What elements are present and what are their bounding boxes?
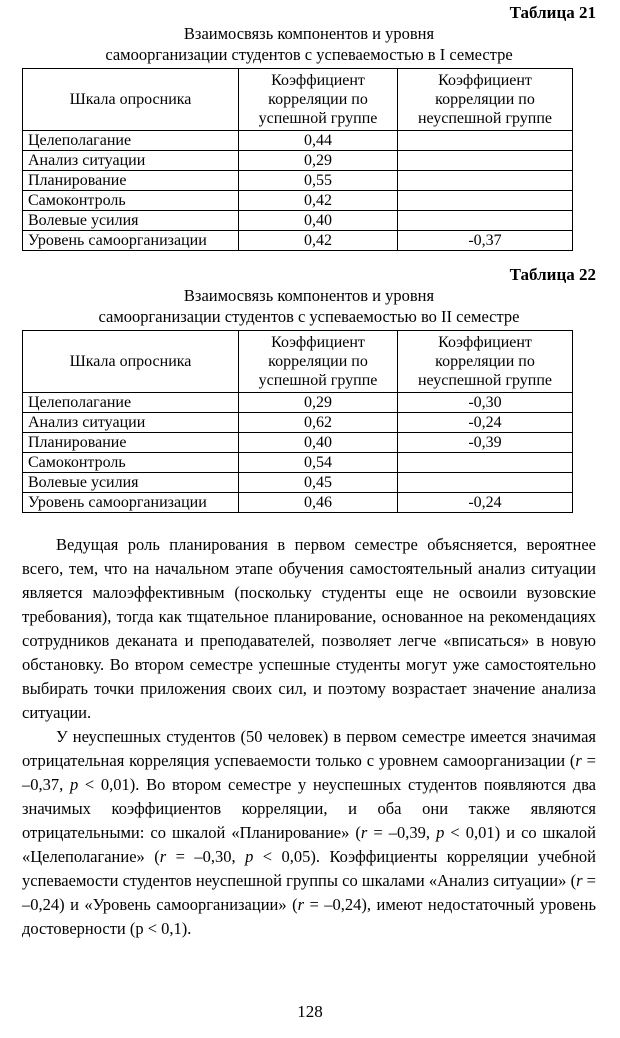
fail-value-cell: -0,24 xyxy=(398,413,573,433)
paragraph-1: Ведущая роль планирования в первом семестре объясняется, вероятнее всего, тем, что на начальном этапе обучения самостоятельный анализ ситуации является малоэффективным (поскольку студенты еще не освоили вузовские требования), тогда как тщательное планирование, основанное на рекомендациях сотрудников деканата и преподавателей, позволяет легче «вписаться» в новую обстановку. Во втором семестре успешные студенты могут уже самостоятельно выбирать точки приложения своих сил, и поэтому возрастает значение анализа ситуации. xyxy=(22,535,596,722)
header-scale: Шкала опросника xyxy=(23,331,239,393)
table-header-row xyxy=(23,69,573,131)
table-row xyxy=(23,151,573,171)
text-segment: = –0,37, xyxy=(22,751,596,794)
table22-caption-line1: Взаимосвязь компонентов и уровня xyxy=(183,286,435,305)
table-row xyxy=(23,211,573,231)
scale-cell: Уровень самоорганизации xyxy=(23,231,239,251)
scale-cell: Анализ ситуации xyxy=(23,413,239,433)
success-value-cell: 0,54 xyxy=(239,453,398,473)
correlation-table-semester2 xyxy=(22,330,573,513)
success-value-cell: 0,40 xyxy=(239,211,398,231)
scale-cell: Целеполагание xyxy=(23,131,239,151)
table-row xyxy=(23,453,573,473)
success-value-cell: 0,42 xyxy=(239,191,398,211)
success-value-cell: 0,45 xyxy=(239,473,398,493)
table22-label: Таблица 22 xyxy=(509,265,596,284)
italic-symbol: r xyxy=(576,871,583,890)
text-segment: = –0,30, xyxy=(166,847,246,866)
header-success-group: Коэффициент корреляции по успешной группе xyxy=(239,331,398,393)
italic-symbol: r xyxy=(575,751,582,770)
success-value-cell: 0,42 xyxy=(239,231,398,251)
success-value-cell: 0,55 xyxy=(239,171,398,191)
table-row xyxy=(23,393,573,413)
text-segment: У неуспешных студентов (50 человек) в первом семестре имеется значимая отрицательная корреляция успеваемости только с уровнем самоорганизации ( xyxy=(22,727,596,770)
table-row xyxy=(23,171,573,191)
italic-symbol: r xyxy=(360,823,368,842)
table22-caption xyxy=(22,285,596,327)
fail-value-cell: -0,30 xyxy=(398,393,573,413)
success-value-cell: 0,29 xyxy=(239,151,398,171)
scale-cell: Волевые усилия xyxy=(23,211,239,231)
text-segment: < 0,01) и со шкалой «Целеполагание» ( xyxy=(22,823,596,866)
text-segment: = –0,24), имеют недостаточный уровень достоверности (p < 0,1). xyxy=(22,895,597,938)
success-value-cell: 0,44 xyxy=(239,131,398,151)
table-row xyxy=(23,433,573,453)
scale-cell: Анализ ситуации xyxy=(23,151,239,171)
table21-label: Таблица 21 xyxy=(509,3,596,22)
success-value-cell: 0,62 xyxy=(239,413,398,433)
text-segment: < 0,01). Во втором семестре у неуспешных студентов появляются два значимых коэффициентов корреляции, и оба они также являются отрицательными: со шкалой «Планирование» ( xyxy=(22,775,596,842)
paragraph-2 xyxy=(22,725,596,941)
table22-caption-line2: самоорганизации студентов с успеваемостью во II семестре xyxy=(98,307,520,326)
italic-symbol: p xyxy=(69,775,79,794)
scale-cell: Целеполагание xyxy=(23,393,239,413)
scale-cell: Планирование xyxy=(23,171,239,191)
header-fail-group: Коэффициент корреляции по неуспешной группе xyxy=(398,331,573,393)
fail-value-cell xyxy=(398,473,573,493)
scale-cell: Планирование xyxy=(23,433,239,453)
table-row xyxy=(23,473,573,493)
table-header-row xyxy=(23,331,573,393)
table-row xyxy=(23,131,573,151)
scale-cell: Волевые усилия xyxy=(23,473,239,493)
italic-symbol: p xyxy=(436,823,445,842)
fail-value-cell xyxy=(398,211,573,231)
table-row xyxy=(23,413,573,433)
success-value-cell: 0,40 xyxy=(239,433,398,453)
fail-value-cell: -0,24 xyxy=(398,493,573,513)
scale-cell: Самоконтроль xyxy=(23,191,239,211)
header-success-group: Коэффициент корреляции по успешной группе xyxy=(239,69,398,131)
table21-caption xyxy=(22,23,596,65)
text-segment: = –0,39, xyxy=(367,823,437,842)
table-row xyxy=(23,231,573,251)
body-text xyxy=(22,533,596,941)
italic-symbol: r xyxy=(297,895,305,914)
italic-symbol: r xyxy=(159,847,167,866)
text-segment: < 0,05). Коэффициенты корреляции учебной успеваемости студентов неуспешной группы со шкалами «Анализ ситуации» ( xyxy=(22,847,596,890)
fail-value-cell xyxy=(398,131,573,151)
table21-caption-line1: Взаимосвязь компонентов и уровня xyxy=(183,24,435,43)
success-value-cell: 0,29 xyxy=(239,393,398,413)
success-value-cell: 0,46 xyxy=(239,493,398,513)
fail-value-cell: -0,39 xyxy=(398,433,573,453)
header-fail-group: Коэффициент корреляции по неуспешной группе xyxy=(398,69,573,131)
correlation-table-semester1 xyxy=(22,68,573,251)
table-row xyxy=(23,191,573,211)
table21-caption-line2: самоорганизации студентов с успеваемостью в I семестре xyxy=(105,45,513,64)
fail-value-cell: -0,37 xyxy=(398,231,573,251)
text-segment: = –0,24) и «Уровень самоорганизации» ( xyxy=(22,871,596,914)
table-row xyxy=(23,493,573,513)
scale-cell: Уровень самоорганизации xyxy=(23,493,239,513)
fail-value-cell xyxy=(398,171,573,191)
italic-symbol: p xyxy=(245,847,254,866)
page-number: 128 xyxy=(297,1002,323,1021)
fail-value-cell xyxy=(398,191,573,211)
fail-value-cell xyxy=(398,151,573,171)
scale-cell: Самоконтроль xyxy=(23,453,239,473)
fail-value-cell xyxy=(398,453,573,473)
header-scale: Шкала опросника xyxy=(23,69,239,131)
